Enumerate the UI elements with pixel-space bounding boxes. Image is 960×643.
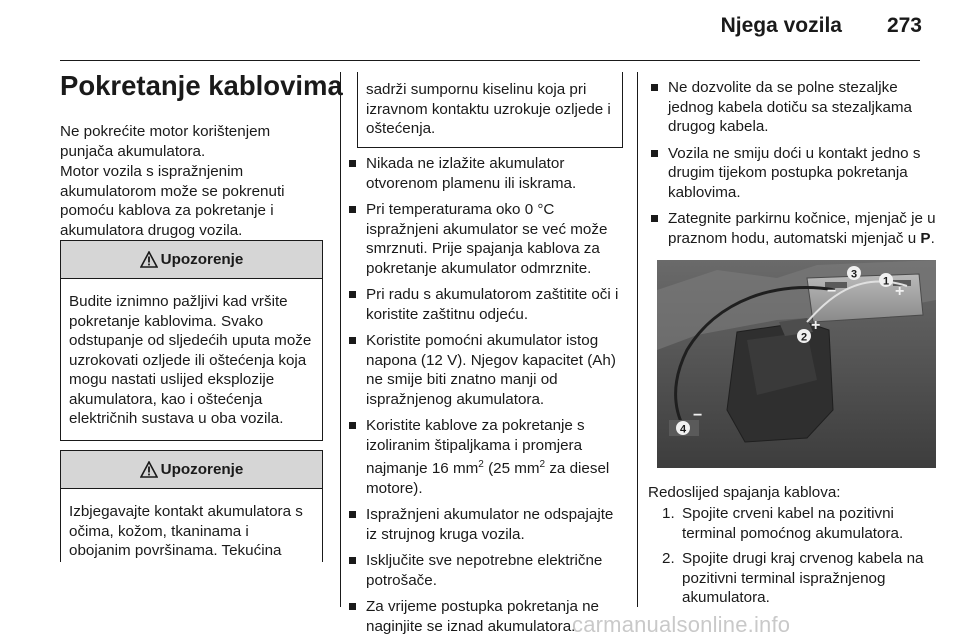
list-item: Ispražnjeni akumulator ne odspajajte iz strujnog kruga vozila. (346, 505, 628, 544)
list-item: 2. Spojite drugi kraj crvenog kabela na pozitivni terminal ispražnjenog akumulatora. (662, 550, 924, 606)
connection-steps (648, 504, 940, 614)
list-item: Za vrijeme postupka pokretanja ne naginjite se iznad akumulatora. (346, 597, 628, 636)
intro-paragraph-1: Ne pokrećite motor korištenjem punjača akumulatora. (60, 123, 271, 160)
bullet-square-icon (349, 603, 356, 610)
bullet-square-icon (651, 150, 658, 157)
warning-heading: Upozorenje (160, 251, 244, 268)
plus-sign: + (811, 317, 821, 334)
warning-box-1-body: Budite iznimno pažljivi kad vršite pokretanje kablovima. Svako odstupanje od sljedećih uputa može uzrokovati ozljede ili oštećenja koja mogu nastati uslijed eksplozije akumulatora, kao i oštećenja električnih sustava u oba vozila. (69, 293, 312, 427)
column-divider-2 (637, 72, 638, 607)
bullet-square-icon (651, 215, 658, 222)
svg-text:3: 3 (850, 268, 858, 281)
section-title: Pokretanje kablovima (60, 70, 343, 101)
list-item: Zategnite parkirnu kočnice, mjenjač je u praznom hodu, automatski mjenjač u P. (648, 209, 940, 248)
watermark: carmanualsonline.info (572, 612, 791, 637)
list-item: Nikada ne izlažite akumulator otvorenom plamenu ili iskrama. (346, 154, 628, 193)
warning-triangle-icon (140, 461, 158, 478)
list-item: 1. Spojite crveni kabel na pozitivni terminal pomoćnog akumulatora. (662, 505, 904, 542)
intro-paragraph-2: Motor vozila s ispražnjenim akumulatorom može se pokrenuti pomoću kablova za pokretanje i akumulatora drugog vozila. (60, 163, 285, 239)
bullet-square-icon (349, 337, 356, 344)
warning-box-2-continued-body: sadrži sumpornu kiselinu koja pri izravnom kontaktu uzrokuje ozljede i oštećenja. (366, 81, 611, 137)
warning-box-1-header (61, 241, 322, 279)
warning-heading: Upozorenje (160, 461, 244, 478)
list-item: Vozila ne smiju doći u kontakt jedno s drugim tijekom postupka pokretanja kablovima. (648, 144, 940, 203)
warning-box-2-continued (357, 72, 623, 148)
plus-sign: + (895, 283, 905, 300)
page-header-title: Njega vozila (720, 14, 842, 37)
warning-box-2 (60, 450, 323, 562)
bullet-square-icon (349, 511, 356, 518)
list-item: Pri temperaturama oko 0 °C ispražnjeni akumulator se već može smrznuti. Prije spajanja kablova za pokretanje akumulator odmrznite. (346, 200, 628, 278)
list-item: Koristite pomoćni akumulator istog napona (12 V). Njegov kapacitet (Ah) ne smije biti znatno manji od ispražnjenog akumulatora. (346, 331, 628, 409)
column-divider-1 (340, 72, 341, 607)
warning-box-2-body: Izbjegavajte kontakt akumulatora s očima, kožom, tkaninama i obojanim površinama. Tekućina (69, 503, 303, 559)
precaution-list (346, 154, 628, 643)
svg-text:2: 2 (800, 331, 808, 344)
warning-box-2-header (61, 451, 322, 489)
bullet-square-icon (349, 291, 356, 298)
header-divider (60, 60, 920, 61)
bullet-square-icon (651, 84, 658, 91)
warning-triangle-icon (140, 251, 158, 268)
minus-sign: − (693, 407, 703, 424)
bullet-square-icon (349, 422, 356, 429)
list-item: Koristite kablove za pokretanje s izoliranim štipaljkama i promjera najmanje 16 $mm^2$ (25 $mm^2$ za diesel motore). (346, 416, 628, 498)
list-item: Pri radu s akumulatorom zaštitite oči i koristite zaštitnu odjeću. (346, 285, 628, 324)
connection-order-heading: Redoslijed spajanja kablova: (648, 484, 841, 501)
precaution-list-continued (648, 78, 940, 255)
battery-jump-start-figure (657, 260, 936, 468)
list-item: Isključite sve nepotrebne električne potrošače. (346, 551, 628, 590)
svg-text:1: 1 (882, 275, 890, 288)
bullet-square-icon (349, 206, 356, 213)
svg-text:4: 4 (679, 423, 687, 436)
bullet-square-icon (349, 557, 356, 564)
warning-box-1 (60, 240, 323, 441)
minus-sign: − (827, 283, 837, 300)
page-number: 273 (886, 14, 922, 37)
bullet-square-icon (349, 160, 356, 167)
list-item: Ne dozvolite da se polne stezaljke jednog kabela dotiču sa stezaljkama drugog kabela. (648, 78, 940, 137)
